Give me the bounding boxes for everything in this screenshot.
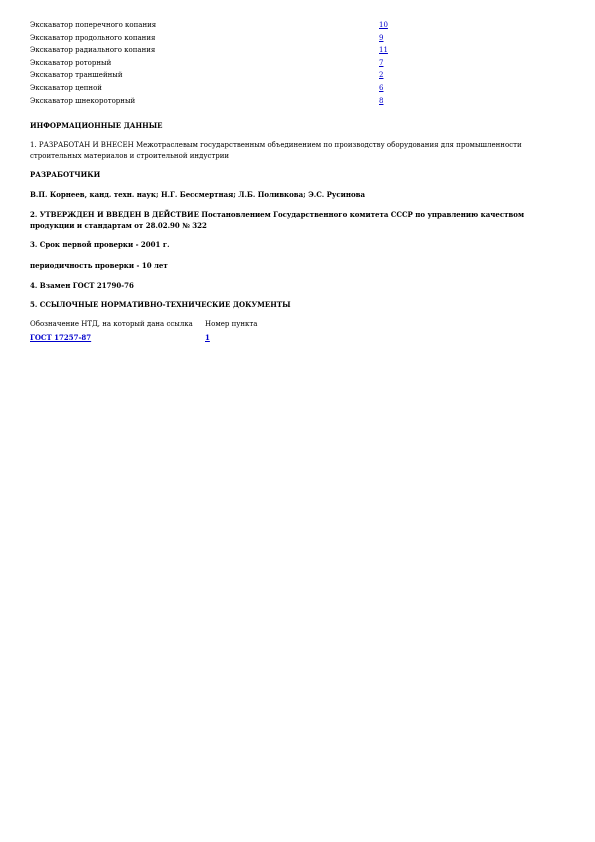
- table-row: [30, 333, 257, 346]
- index-row: [30, 71, 388, 84]
- index-row: [30, 84, 388, 97]
- developed-by-paragraph: 1. РАЗРАБОТАН И ВНЕСЕН Межотраслевым государственным объединением по производству оборудования для промышленности строительных материалов и строительной индустрии: [30, 141, 522, 160]
- index-page-link[interactable]: 6: [379, 83, 384, 92]
- references-header-row: [30, 320, 257, 333]
- index-term: Экскаватор цепной: [30, 83, 102, 92]
- developers-list: В.П. Корнеев, канд. техн. наук; Н.Г. Бессмертная; Л.Б. Поливкова; Э.С. Русинова: [30, 190, 366, 199]
- index-page-link[interactable]: 10: [379, 21, 388, 29]
- reference-doc-link[interactable]: ГОСТ 17257-87: [30, 333, 92, 342]
- info-heading: ИНФОРМАЦИОННЫЕ ДАННЫЕ: [30, 121, 163, 130]
- replaces-paragraph: 4. Взамен ГОСТ 21790-76: [30, 281, 134, 290]
- first-check-paragraph: 3. Срок первой проверки - 2001 г.: [30, 240, 170, 249]
- index-row: [30, 97, 388, 110]
- index-term: Экскаватор радиального копания: [30, 46, 156, 55]
- index-page-link[interactable]: 9: [379, 33, 384, 42]
- references-col-item-header: Номер пункта: [205, 320, 258, 328]
- index-page-link[interactable]: 7: [379, 58, 384, 67]
- index-page-link[interactable]: 2: [379, 71, 384, 80]
- references-col-doc-header: Обозначение НТД, на который дана ссылка: [30, 320, 193, 328]
- index-term: Экскаватор поперечного копания: [30, 21, 157, 29]
- index-row: [30, 46, 388, 59]
- index-term: Экскаватор роторный: [30, 58, 112, 67]
- reference-item-link[interactable]: 1: [205, 333, 210, 342]
- index-row: [30, 34, 388, 47]
- index-term: Экскаватор траншейный: [30, 71, 123, 80]
- term-index-table: [30, 21, 388, 109]
- references-heading: 5. ССЫЛОЧНЫЕ НОРМАТИВНО-ТЕХНИЧЕСКИЕ ДОКУМЕНТЫ: [30, 300, 291, 309]
- index-page-link[interactable]: 11: [379, 46, 388, 55]
- index-term: Экскаватор продольного копания: [30, 33, 156, 42]
- developers-heading: РАЗРАБОТЧИКИ: [30, 170, 101, 179]
- index-page-link[interactable]: 8: [379, 96, 384, 105]
- check-period-paragraph: периодичность проверки - 10 лет: [30, 261, 168, 270]
- index-row: [30, 21, 388, 34]
- approval-paragraph: 2. УТВЕРЖДЕН И ВВЕДЕН В ДЕЙСТВИЕ Постановлением Государственного комитета СССР по управлению качеством продукции и стандартам от 28.02.90 № 322: [30, 210, 525, 230]
- references-table: [30, 320, 257, 346]
- index-row: [30, 59, 388, 72]
- index-term: Экскаватор шнекороторный: [30, 96, 136, 105]
